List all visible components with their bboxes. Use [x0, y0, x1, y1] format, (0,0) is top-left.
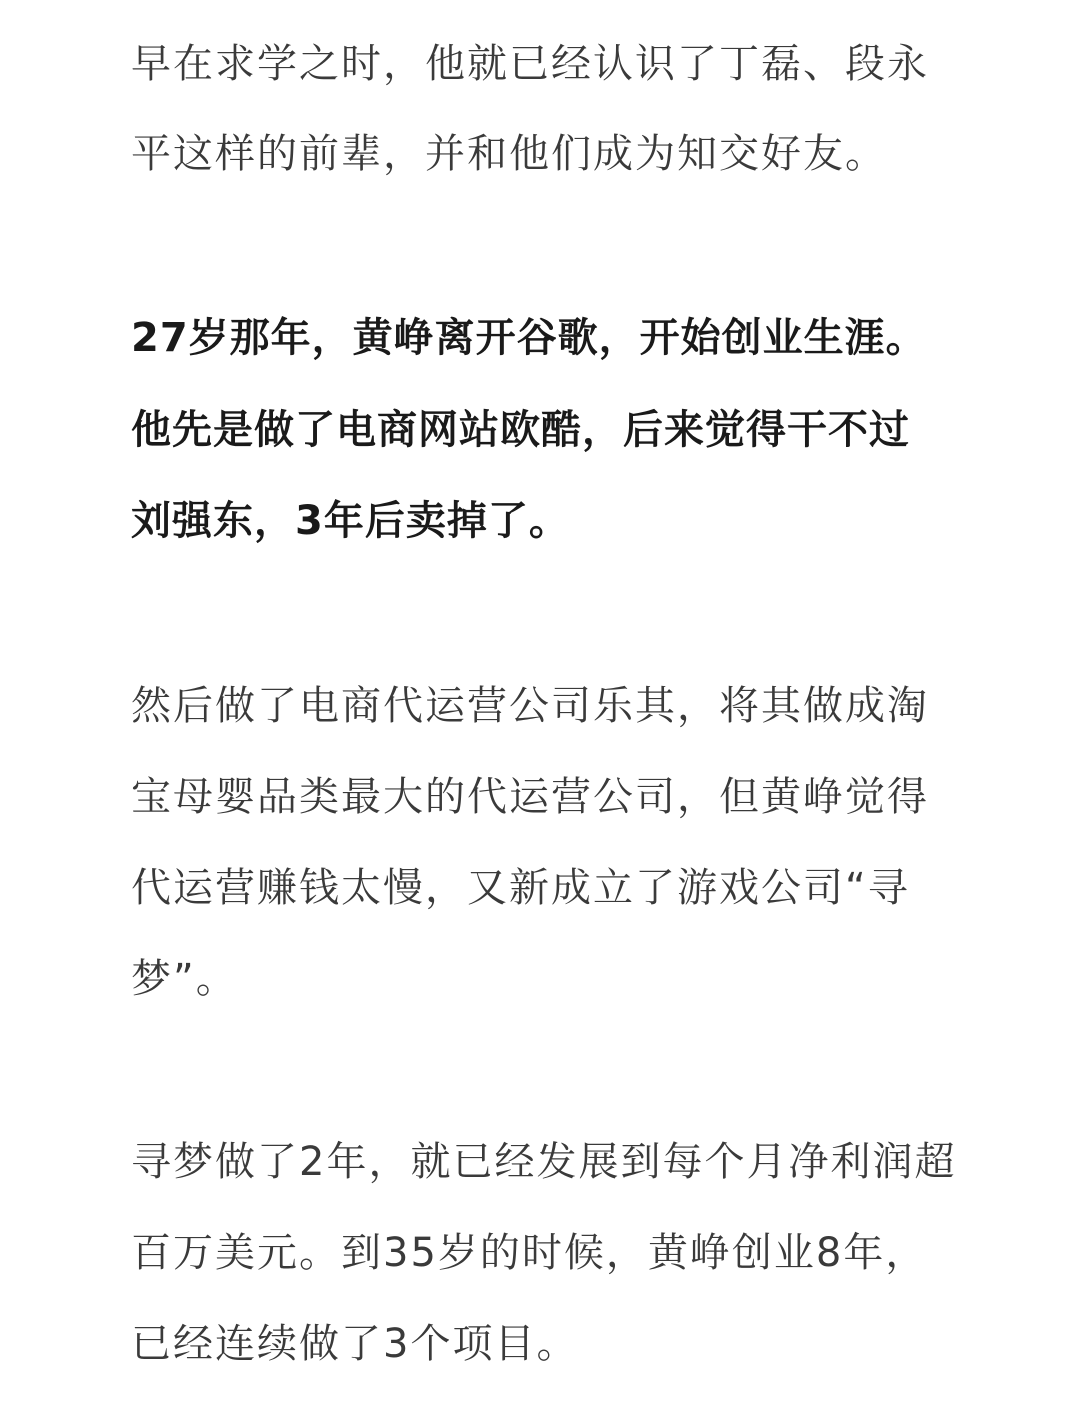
paragraph-1-line-2: 平这样的前辈，并和他们成为知交好友。 — [131, 131, 887, 177]
paragraph-3-line-2: 宝母婴品类最大的代运营公司，但黄峥觉得 — [131, 774, 929, 820]
paragraph-2-line-2: 他先是做了电商网站欧酷，后来觉得干不过 — [131, 407, 910, 453]
paragraph-4-line-2: 百万美元。到35岁的时候，黄峥创业8年， — [131, 1230, 928, 1276]
paragraph-4-line-1: 寻梦做了2年，就已经发展到每个月净利润超 — [131, 1139, 957, 1185]
paragraph-3-line-3: 代运营赚钱太慢，又新成立了游戏公司“寻 — [131, 865, 910, 911]
paragraph-1-line-1: 早在求学之时，他就已经认识了丁磊、段永 — [131, 41, 929, 87]
paragraph-3-line-1: 然后做了电商代运营公司乐其，将其做成淘 — [131, 683, 929, 729]
paragraph-2-line-1: 27岁那年，黄峥离开谷歌，开始创业生涯。 — [131, 315, 927, 361]
paragraph-4-line-3: 已经连续做了3个项目。 — [131, 1321, 579, 1367]
paragraph-2-line-3: 刘强东，3年后卖掉了。 — [131, 498, 570, 544]
paragraph-3-line-4: 梦”。 — [131, 956, 238, 1002]
